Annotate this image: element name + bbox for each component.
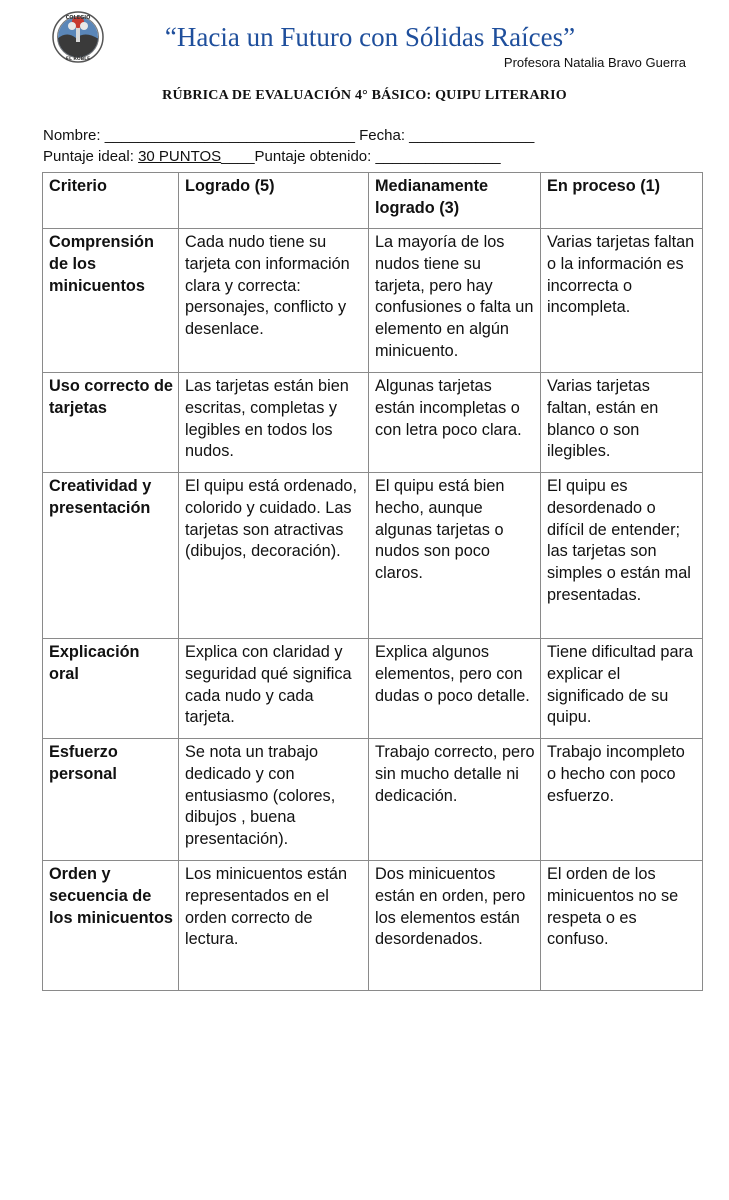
table-row [43, 373, 703, 473]
row-medianamente: Trabajo correcto, pero sin mucho detalle ni dedicación. [369, 739, 541, 861]
row-proceso: El quipu es desordenado o difícil de entender; las tarjetas son simples o están mal presentadas. [541, 473, 703, 639]
header-medianamente: Medianamente logrado (3) [369, 173, 541, 229]
row-logrado: Explica con claridad y seguridad qué significa cada nudo y cada tarjeta. [179, 639, 369, 739]
table-row [43, 739, 703, 861]
score-line [43, 148, 501, 165]
logo-text-top: COLEGIO [65, 15, 91, 21]
row-logrado: Los minicuentos están representados en el orden correcto de lectura. [179, 861, 369, 991]
nombre-field[interactable]: ______________________________ [104, 127, 355, 144]
row-logrado: Se nota un trabajo dedicado y con entusiasmo (colores, dibujos , buena presentación). [179, 739, 369, 861]
row-medianamente: El quipu está bien hecho, aunque algunas tarjetas o nudos son poco claros. [369, 473, 541, 639]
puntaje-ideal-label: Puntaje ideal: [43, 148, 139, 165]
table-header-row [43, 173, 703, 229]
row-criterio: Uso correcto de tarjetas [43, 373, 179, 473]
nombre-label: Nombre: [43, 127, 105, 144]
row-criterio: Orden y secuencia de los minicuentos [43, 861, 179, 991]
logo-text-bottom: EL ROBLE [65, 57, 91, 62]
puntaje-obtenido-field[interactable]: _______________ [375, 148, 501, 165]
row-proceso: Varias tarjetas faltan, están en blanco o son ilegibles. [541, 373, 703, 473]
row-criterio: Explicación oral [43, 639, 179, 739]
row-medianamente: Explica algunos elementos, pero con dudas o poco detalle. [369, 639, 541, 739]
fecha-field[interactable]: _______________ [409, 127, 535, 144]
puntaje-ideal-underline: ____ [221, 148, 255, 165]
table-row [43, 473, 703, 639]
row-logrado: Las tarjetas están bien escritas, completas y legibles en todos los nudos. [179, 373, 369, 473]
row-proceso: Trabajo incompleto o hecho con poco esfuerzo. [541, 739, 703, 861]
row-criterio: Creatividad y presentación [43, 473, 179, 639]
row-proceso: El orden de los minicuentos no se respeta o es confuso. [541, 861, 703, 991]
table-row [43, 639, 703, 739]
fecha-label: Fecha: [354, 127, 410, 144]
puntaje-obtenido-label: Puntaje obtenido: [254, 148, 376, 165]
school-crest-icon [52, 10, 104, 64]
header-proceso: En proceso (1) [541, 173, 703, 229]
name-date-line [43, 127, 534, 144]
row-medianamente: Algunas tarjetas están incompletas o con letra poco clara. [369, 373, 541, 473]
header-logrado: Logrado (5) [179, 173, 369, 229]
row-medianamente: La mayoría de los nudos tiene su tarjeta, pero hay confusiones o falta un elemento en algún minicuento. [369, 229, 541, 373]
table-row [43, 861, 703, 991]
document-title: RÚBRICA DE EVALUACIÓN 4° BÁSICO: QUIPU LITERARIO [162, 88, 567, 103]
row-criterio: Comprensión de los minicuentos [43, 229, 179, 373]
row-criterio: Esfuerzo personal [43, 739, 179, 861]
row-medianamente: Dos minicuentos están en orden, pero los elementos están desordenados. [369, 861, 541, 991]
row-proceso: Varias tarjetas faltan o la información es incorrecta o incompleta. [541, 229, 703, 373]
puntaje-ideal-value: 30 PUNTOS [138, 148, 222, 165]
teacher-name: Profesora Natalia Bravo Guerra [503, 55, 686, 70]
row-logrado: Cada nudo tiene su tarjeta con información clara y correcta: personajes, conflicto y desenlace. [179, 229, 369, 373]
table-row [43, 229, 703, 373]
header-criterio: Criterio [43, 173, 179, 229]
rubric-table [42, 172, 703, 991]
school-motto: “Hacia un Futuro con Sólidas Raíces” [164, 22, 576, 52]
row-logrado: El quipu está ordenado, colorido y cuidado. Las tarjetas son atractivas (dibujos, decoración). [179, 473, 369, 639]
row-proceso: Tiene dificultad para explicar el significado de su quipu. [541, 639, 703, 739]
